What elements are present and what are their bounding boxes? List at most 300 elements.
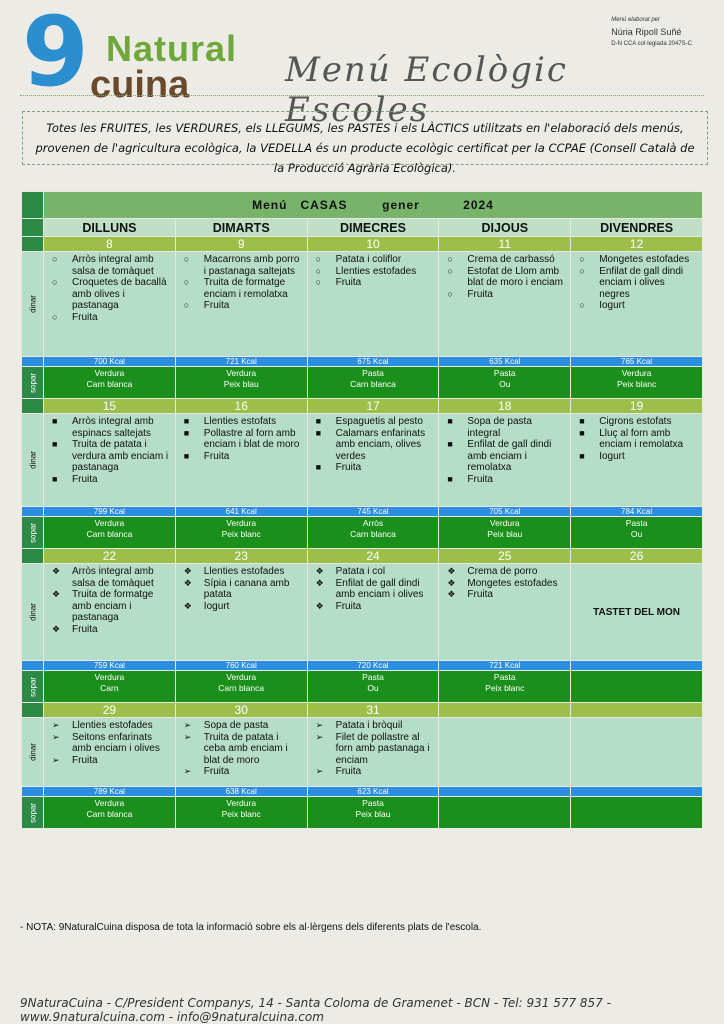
dish-item [577, 300, 698, 312]
bullet-icon: ○ [579, 265, 585, 276]
dish-item [50, 312, 171, 324]
dish-item [50, 254, 171, 277]
lunch-cell [44, 564, 176, 661]
dinner-line: Verdura [489, 518, 520, 528]
dish-item [182, 766, 303, 778]
dish-item [314, 720, 435, 732]
dinner-line: Pasta [493, 672, 516, 682]
day-number: 15 [44, 399, 176, 414]
dish-text: Truita de patata i verdura amb enciam i pastanaga [72, 439, 169, 473]
dish-item [182, 451, 303, 463]
dinner-line: Pasta [362, 672, 384, 682]
side-spacer [22, 219, 44, 237]
kcal-cell: 623 Kcal [307, 787, 439, 797]
bullet-icon: ■ [183, 450, 190, 461]
page-title: Menú Ecològic Escoles [285, 50, 568, 130]
dish-item [50, 589, 171, 624]
sopar-label-text: sopar [28, 372, 37, 393]
dish-item [445, 439, 566, 474]
dish-item [50, 566, 171, 589]
dinner-line: Verdura [621, 368, 652, 378]
bullet-icon: ○ [315, 254, 322, 264]
bullet-icon: ■ [315, 416, 322, 426]
dish-item [182, 416, 303, 428]
dish-text: Fruita [72, 623, 98, 635]
dish-item [314, 766, 435, 778]
day-number: 30 [175, 703, 307, 718]
dish-text: Arròs integral amb salsa de tomàquet [72, 254, 154, 277]
dish-text: Patata i coliflor [335, 254, 402, 265]
dinner-line: Carn blanca [86, 379, 133, 389]
menu-table [21, 191, 703, 829]
dish-item [314, 578, 435, 601]
dish-text: Fruita [72, 311, 98, 323]
dinner-line: Peix blau [223, 379, 259, 389]
bullet-icon: ■ [315, 462, 322, 472]
dish-item [577, 428, 698, 451]
bullet-icon: ■ [447, 416, 453, 426]
lunch-cell [175, 414, 307, 507]
dish-text: Crema de carbassó [467, 254, 555, 265]
lunch-cell [307, 252, 439, 357]
notice-box: Totes les FRUITES, les VERDURES, els LLEGUMS, les PASTES i els LÀCTICS utilitzats en l'elaboració dels menús, provenen de l'agricultura ecològica, la VEDELLA és un producte ecològic certificat per la CCPAE (Consell Català de la Producció Agrària Ecològica). [22, 111, 708, 165]
dish-item [182, 428, 303, 451]
dish-text: Iogurt [599, 300, 625, 311]
dinner-line: Carn blanca [350, 529, 396, 539]
dinner-line: Pasta [362, 798, 384, 808]
lunch-cell [307, 414, 439, 507]
bullet-icon: ■ [315, 427, 322, 438]
bullet-icon: ■ [447, 473, 453, 484]
sopar-label-text: sopar [28, 522, 37, 543]
dinar-label-text: dinar [28, 743, 37, 761]
kcal-cell: 638 Kcal [175, 787, 307, 797]
day-number: 19 [571, 399, 703, 414]
lunch-cell [44, 414, 176, 507]
bullet-icon: ❖ [447, 566, 456, 576]
bullet-icon: ❖ [52, 623, 61, 634]
allergen-note: - NOTA: 9NaturalCuina disposa de tota la informació sobre els al·lèrgens dels diferents plats de l'escola. [20, 922, 482, 933]
bullet-icon: ➢ [183, 720, 192, 730]
dish-list [50, 254, 171, 323]
kcal-cell: 700 Kcal [44, 357, 176, 367]
day-number [439, 703, 571, 718]
kcal-cell [439, 787, 571, 797]
sopar-label-text: sopar [28, 802, 37, 823]
lunch-cell [175, 252, 307, 357]
sopar-label [22, 797, 44, 829]
kcal-cell: 635 Kcal [439, 357, 571, 367]
bullet-icon: ❖ [315, 577, 324, 588]
dish-text: Pollastre al forn amb enciam i blat de moro [203, 427, 300, 450]
lunch-cell [439, 252, 571, 357]
dinner-cell [439, 367, 571, 399]
dish-item [577, 416, 698, 428]
sopar-label [22, 671, 44, 703]
dish-item [50, 277, 171, 312]
day-number: 11 [439, 237, 571, 252]
dish-text: Sopa de pasta [203, 720, 269, 731]
kcal-cell: 745 Kcal [307, 507, 439, 517]
day-number: 24 [307, 549, 439, 564]
dinner-line: Carn [100, 683, 119, 693]
dish-item [577, 254, 698, 266]
dish-item [182, 254, 303, 277]
kcal-cell [571, 661, 703, 671]
side-spacer [22, 549, 44, 564]
dinner-cell [44, 671, 176, 703]
dish-text: Calamars enfarinats amb enciam, olives verdes [335, 427, 426, 462]
bullet-icon: ○ [447, 288, 453, 299]
bullet-icon: ➢ [52, 731, 60, 742]
dish-text: Seitons enfarinats amb enciam i olives [72, 731, 160, 754]
kcal-cell: 760 Kcal [175, 661, 307, 671]
dinar-label [22, 252, 44, 357]
dish-item [50, 474, 171, 486]
dish-text: Fruita [335, 600, 362, 612]
side-spacer [22, 237, 44, 252]
bullet-icon: ❖ [447, 577, 456, 588]
dish-text: Patata i col [335, 566, 386, 577]
dinner-line: Verdura [94, 672, 125, 682]
dish-list [445, 254, 566, 300]
dish-text: Llenties estofades [72, 720, 153, 731]
dinner-cell [439, 517, 571, 549]
bullet-icon: ○ [315, 265, 322, 276]
kcal-cell: 789 Kcal [44, 787, 176, 797]
logo-nine: 9 [22, 0, 89, 108]
dinner-line: Peix blanc [485, 683, 525, 693]
bullet-icon: ○ [579, 254, 585, 264]
day-header: DIMARTS [175, 219, 307, 237]
dish-text: Arròs integral amb espinacs saltejats [72, 416, 154, 439]
dinner-line: Verdura [94, 798, 125, 808]
sopar-label [22, 367, 44, 399]
bullet-icon: ❖ [447, 589, 456, 599]
dinner-line: Pasta [625, 518, 648, 528]
dinar-label-text: dinar [28, 451, 37, 469]
bullet-icon: ❖ [315, 566, 324, 576]
dinner-cell [44, 517, 176, 549]
dish-text: Fruita [203, 450, 230, 462]
dinner-cell [307, 797, 439, 829]
dish-item [314, 277, 435, 289]
dinner-line: Ou [367, 683, 379, 693]
dinner-line: Peix blanc [221, 809, 261, 819]
dish-item [314, 416, 435, 428]
dish-text: Fruita [203, 766, 230, 777]
bullet-icon: ■ [52, 473, 58, 484]
author-registration: D-N CCA col·legiada 2047S-C [611, 41, 692, 47]
day-number: 16 [175, 399, 307, 414]
dinner-line: Verdura [226, 368, 257, 378]
dish-item [182, 720, 303, 732]
dinner-cell [571, 517, 703, 549]
dish-text: Llenties estofades [335, 265, 417, 277]
dish-text: Lluç al forn amb enciam i remolatxa [599, 427, 684, 450]
dish-text: Llenties estofats [203, 416, 277, 427]
kcal-cell: 705 Kcal [439, 507, 571, 517]
dish-text: Fruita [335, 277, 362, 288]
dinner-line: Pasta [493, 368, 516, 378]
day-number: 23 [175, 549, 307, 564]
dish-item [445, 266, 566, 289]
dinner-cell [175, 797, 307, 829]
dish-text: Truita de formatge enciam i remolatxa [203, 277, 288, 300]
dish-text: Espaguetis al pesto [335, 416, 423, 427]
lunch-cell [44, 252, 176, 357]
bullet-icon: ○ [183, 300, 190, 310]
menu-title: Menú CASAS gener 2024 [44, 192, 703, 219]
dish-item [314, 601, 435, 613]
dinner-line: Carn blanca [218, 683, 265, 693]
dish-text: Fruita [72, 754, 98, 766]
dinner-line: Ou [630, 529, 643, 539]
bullet-icon: ■ [52, 439, 58, 449]
dish-text: Fruita [467, 288, 493, 300]
day-number: 17 [307, 399, 439, 414]
bullet-icon: ■ [579, 427, 585, 438]
bullet-icon: ■ [579, 416, 585, 426]
dinner-cell [175, 671, 307, 703]
dinner-line: Peix blau [487, 529, 523, 539]
author-block [611, 14, 692, 50]
dish-item [50, 732, 171, 755]
dish-text: Fruita [203, 300, 230, 311]
lunch-cell [307, 718, 439, 787]
dish-text: Mongetes estofades [599, 254, 690, 265]
dish-item [445, 254, 566, 266]
dish-text: Sopa de pasta integral [467, 416, 532, 439]
dinner-cell [175, 517, 307, 549]
dish-item [445, 289, 566, 301]
dinner-cell [307, 671, 439, 703]
dish-list [314, 416, 435, 474]
dish-item [50, 416, 171, 439]
dish-text: Estofat de Llom amb blat de moro i enciam [467, 265, 563, 288]
dish-list [314, 720, 435, 778]
day-number [571, 703, 703, 718]
lunch-cell [44, 718, 176, 787]
dish-item [577, 451, 698, 463]
kcal-cell: 759 Kcal [44, 661, 176, 671]
dish-item [445, 578, 566, 590]
dinner-cell [44, 367, 176, 399]
dish-item [445, 474, 566, 486]
dish-item [445, 589, 566, 601]
dinar-label [22, 564, 44, 661]
dinar-label-text: dinar [28, 295, 37, 313]
dinner-line: Peix blanc [616, 379, 657, 389]
dish-item [314, 462, 435, 474]
dinner-line: Pasta [362, 368, 384, 378]
bullet-icon: ○ [183, 254, 190, 264]
dish-list [314, 566, 435, 612]
author-caption: Menú elaborat per [611, 17, 660, 23]
footer-contact: 9NaturaCuina - C/President Companys, 14 - Santa Coloma de Gramenet - BCN - Tel: 931 577 857 - www.9naturalcuina.com - info@9naturalcuina.com [20, 996, 611, 1024]
dish-text: Enfilat de gall dindi amb enciam i olives [335, 577, 424, 600]
dish-text: Llenties estofades [203, 566, 285, 577]
dish-text: Croquetes de bacallà amb olives i pastanaga [72, 277, 167, 311]
dish-text: Truita de patata i ceba amb enciam i blat de moro [203, 731, 288, 766]
lunch-cell [571, 718, 703, 787]
day-number: 29 [44, 703, 176, 718]
dish-list [50, 720, 171, 766]
dish-text: Fruita [467, 589, 493, 600]
bullet-icon: ➢ [183, 766, 192, 776]
lunch-cell [439, 414, 571, 507]
day-number: 10 [307, 237, 439, 252]
day-header: DIJOUS [439, 219, 571, 237]
lunch-cell [175, 564, 307, 661]
dish-text: Iogurt [599, 450, 625, 462]
dish-text: Crema de porro [467, 566, 538, 577]
dish-item [50, 755, 171, 767]
bullet-icon: ➢ [183, 731, 192, 742]
dish-text: Iogurt [203, 600, 230, 612]
dish-text: Fruita [335, 766, 362, 777]
dish-text: Fruita [467, 473, 493, 485]
dish-text: Mongetes estofades [467, 577, 558, 589]
dinner-line: Verdura [226, 672, 257, 682]
bullet-icon: ○ [183, 277, 190, 287]
divider [20, 95, 704, 96]
bullet-icon: ➢ [315, 720, 324, 730]
dish-text: Enfilat de gall dindi enciam i olives negres [599, 265, 684, 300]
kcal-cell: 641 Kcal [175, 507, 307, 517]
dish-item [314, 266, 435, 278]
day-header: DILLUNS [44, 219, 176, 237]
dinner-line: Carn blanca [86, 529, 133, 539]
day-header: DIMECRES [307, 219, 439, 237]
dish-list [314, 254, 435, 289]
kcal-cell: 721 Kcal [175, 357, 307, 367]
side-spacer [22, 192, 44, 219]
bullet-icon: ➢ [52, 720, 60, 730]
tastet-cell: TASTET DEL MON [571, 564, 703, 661]
author-name: Núria Ripoll Suñé [611, 27, 682, 37]
side-spacer [22, 507, 44, 517]
dinner-line: Peix blau [355, 809, 391, 819]
kcal-cell: 784 Kcal [571, 507, 703, 517]
day-number: 25 [439, 549, 571, 564]
dinner-line: Verdura [226, 798, 257, 808]
dish-item [182, 277, 303, 300]
bullet-icon: ■ [183, 427, 190, 438]
side-spacer [22, 661, 44, 671]
dinner-cell [307, 517, 439, 549]
bullet-icon: ○ [315, 277, 322, 287]
dish-item [182, 566, 303, 578]
dish-list [577, 254, 698, 312]
dish-item [182, 578, 303, 601]
side-spacer [22, 357, 44, 367]
bullet-icon: ○ [52, 311, 58, 322]
lunch-cell [175, 718, 307, 787]
dinner-cell [44, 797, 176, 829]
bullet-icon: ❖ [52, 566, 61, 576]
dinar-label-text: dinar [28, 603, 37, 621]
dish-list [50, 416, 171, 485]
dish-item [182, 300, 303, 312]
dinner-cell [571, 671, 703, 703]
dish-list [50, 566, 171, 635]
day-number: 31 [307, 703, 439, 718]
dish-item [182, 732, 303, 767]
dinner-line: Ou [499, 379, 511, 389]
day-number: 8 [44, 237, 176, 252]
dinner-line: Verdura [94, 518, 125, 528]
dish-text: Enfilat de gall dindi amb enciam i remolatxa [467, 439, 552, 473]
kcal-cell: 721 Kcal [439, 661, 571, 671]
dish-item [445, 416, 566, 439]
bullet-icon: ❖ [183, 577, 192, 588]
dish-text: Sípia i canana amb patata [203, 577, 290, 600]
dinner-line: Arròs [362, 518, 384, 528]
kcal-cell [571, 787, 703, 797]
bullet-icon: ○ [447, 254, 453, 264]
bullet-icon: ➢ [315, 731, 324, 742]
lunch-cell [439, 718, 571, 787]
bullet-icon: ■ [183, 416, 190, 426]
dish-text: Filet de pollastre al forn amb pastanaga i enciam [335, 731, 430, 766]
dish-list [182, 416, 303, 462]
bullet-icon: ○ [579, 300, 585, 310]
dish-text: Cigrons estofats [599, 416, 672, 427]
side-spacer [22, 703, 44, 718]
dinner-cell [571, 797, 703, 829]
bullet-icon: ❖ [315, 600, 324, 611]
side-spacer [22, 399, 44, 414]
bullet-icon: ■ [579, 450, 585, 461]
bullet-icon: ➢ [52, 754, 60, 765]
dish-item [182, 601, 303, 613]
sopar-label [22, 517, 44, 549]
day-number: 9 [175, 237, 307, 252]
dinner-line: Peix blanc [221, 529, 261, 539]
lunch-cell [439, 564, 571, 661]
kcal-cell: 675 Kcal [307, 357, 439, 367]
dinar-label [22, 718, 44, 787]
bullet-icon: ❖ [52, 589, 61, 599]
dish-item [50, 624, 171, 636]
bullet-icon: ➢ [315, 766, 324, 776]
dinner-cell [439, 671, 571, 703]
dish-item [445, 566, 566, 578]
dish-text: Macarrons amb porro i pastanaga saltejats [203, 254, 300, 277]
bullet-icon: ❖ [183, 566, 192, 576]
logo-cuina: cuina [90, 64, 190, 106]
sopar-label-text: sopar [28, 676, 37, 697]
day-header: DIVENDRES [571, 219, 703, 237]
bullet-icon: ○ [447, 265, 453, 276]
dish-item [50, 439, 171, 474]
dinner-cell [571, 367, 703, 399]
dish-text: Fruita [335, 462, 362, 473]
dish-item [50, 720, 171, 732]
day-number: 12 [571, 237, 703, 252]
dinar-label [22, 414, 44, 507]
lunch-cell [571, 414, 703, 507]
bullet-icon: ○ [52, 277, 58, 287]
dish-list [182, 254, 303, 312]
dish-list [182, 720, 303, 778]
dish-text: Arròs integral amb salsa de tomàquet [72, 566, 154, 589]
logo-natural: Natural [106, 28, 238, 69]
kcal-cell: 799 Kcal [44, 507, 176, 517]
dish-item [314, 566, 435, 578]
dish-list [182, 566, 303, 612]
